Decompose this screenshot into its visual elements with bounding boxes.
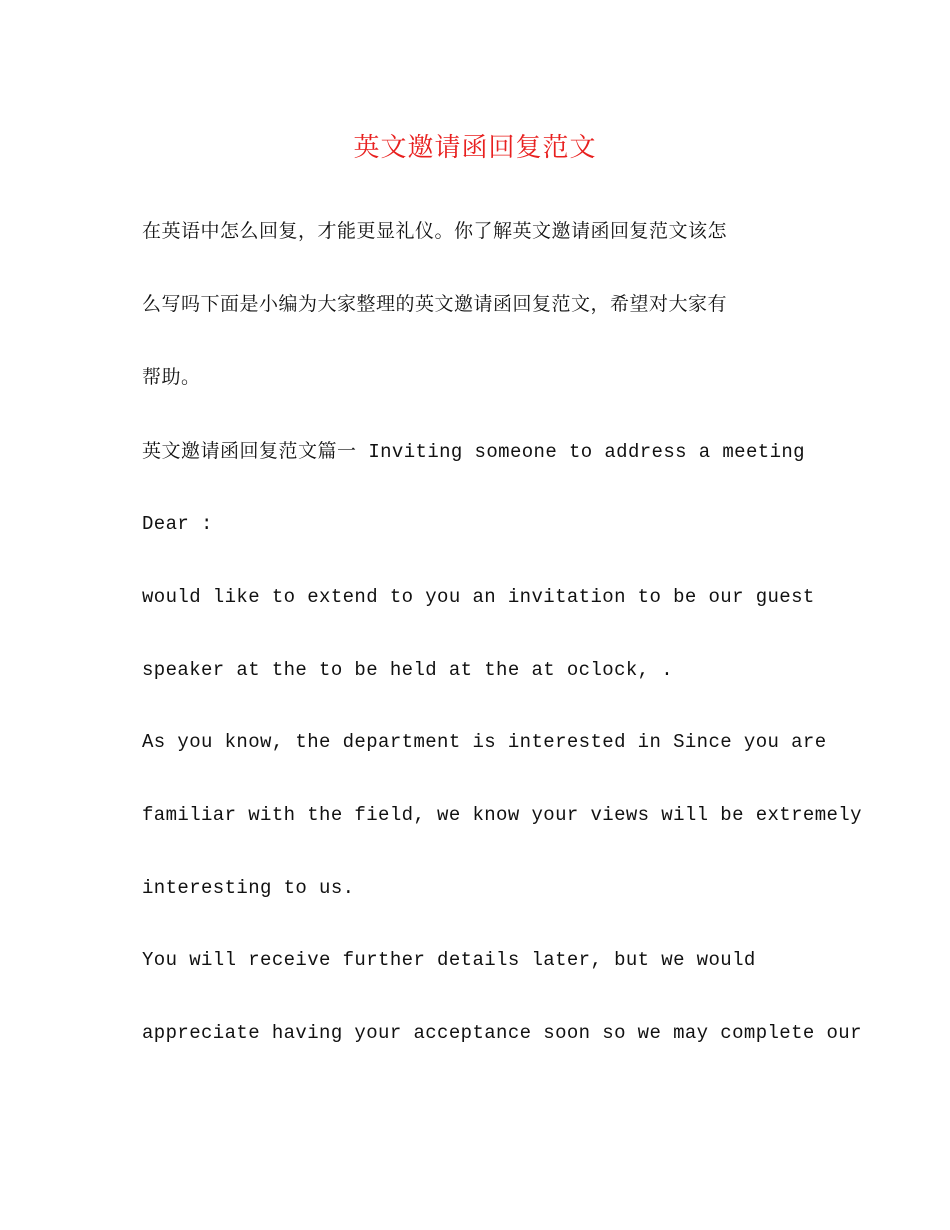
letter-line-5: familiar with the field, we know your views will be extremely: [142, 804, 862, 826]
document-title: 英文邀请函回复范文: [353, 133, 597, 163]
intro-line-1: 在英语中怎么回复，才能更显礼仪。你了解英文邀请函回复范文该怎: [142, 220, 728, 242]
intro-line-2: 么写吗下面是小编为大家整理的英文邀请函回复范文，希望对大家有: [142, 293, 728, 315]
letter-line-3: speaker at the to be held at the at oclock, .: [142, 659, 674, 681]
section-heading-cn: 英文邀请函回复范文篇一: [142, 440, 357, 462]
section-heading-en: Inviting someone to address a meeting: [356, 441, 805, 463]
section-heading: [142, 436, 822, 467]
letter-salutation: Dear :: [142, 513, 213, 535]
intro-line-3: 帮助。: [142, 366, 201, 388]
letter-line-6: interesting to us.: [142, 877, 355, 899]
letter-line-7: You will receive further details later, but we would: [142, 949, 756, 971]
letter-line-2: would like to extend to you an invitation to be our guest: [142, 586, 815, 608]
letter-line-4: As you know, the department is interested in Since you are: [142, 731, 827, 753]
letter-line-8: appreciate having your acceptance soon so we may complete our: [142, 1022, 862, 1044]
